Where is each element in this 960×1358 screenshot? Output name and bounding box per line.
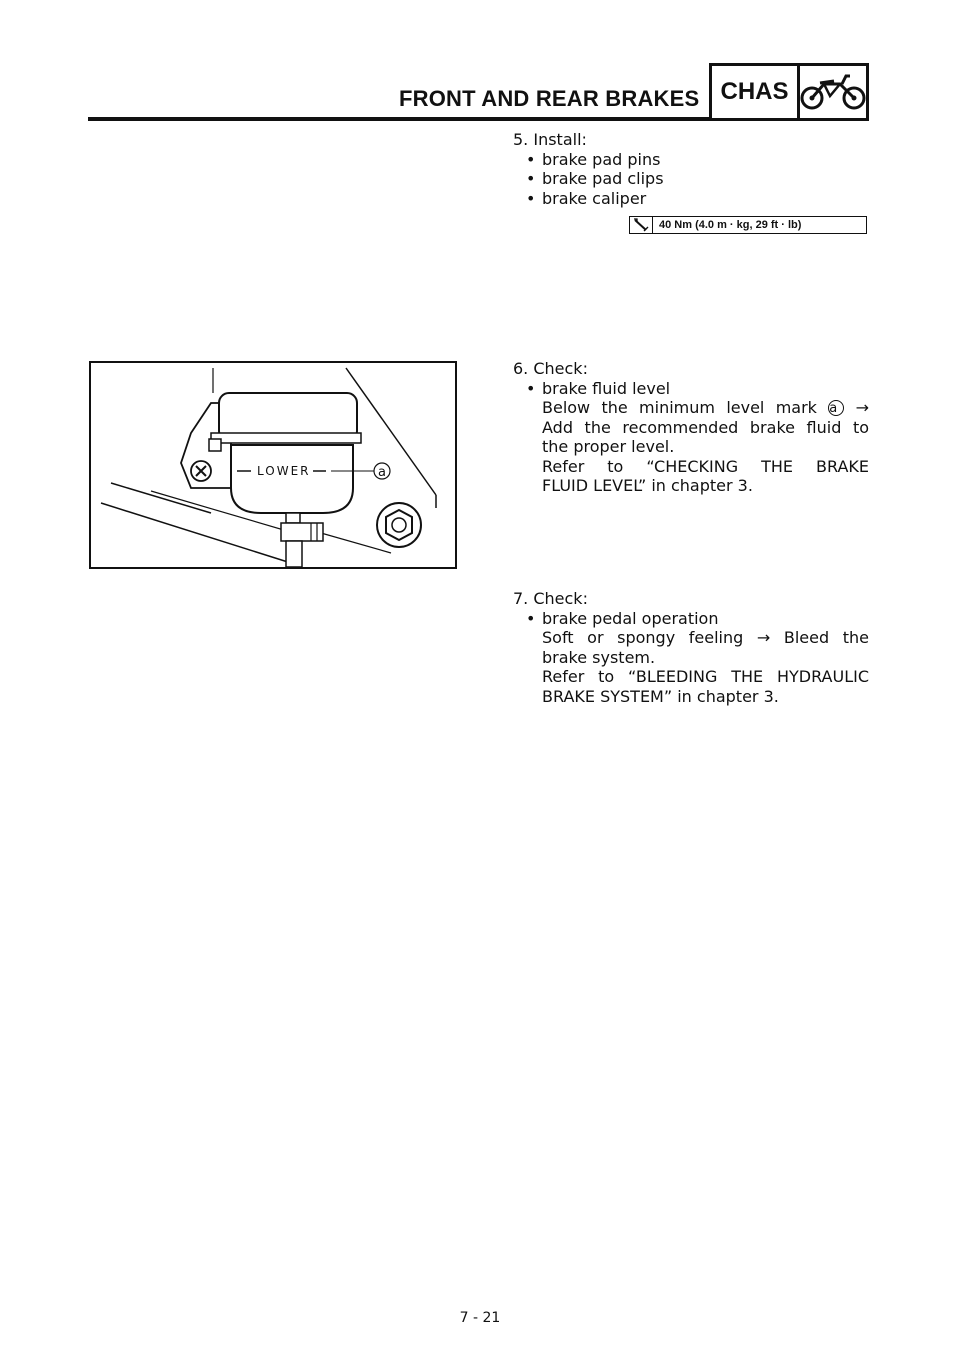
brake-reservoir-illustration [89, 361, 457, 569]
motorcycle-icon [800, 66, 866, 118]
section-code: CHAS [712, 66, 800, 118]
instruction-line: brake system. [542, 647, 656, 667]
arrow-icon: → [855, 398, 869, 417]
step-title: 5. Install: [513, 130, 587, 149]
list-item: • brake caliper [526, 188, 647, 208]
step-check-fluid [513, 359, 869, 496]
instruction-line: FLUID LEVEL” in chapter 3. [542, 476, 753, 495]
instruction-line: Below the minimum level mark a → [542, 398, 869, 417]
torque-spec [629, 216, 867, 234]
page-number: 7 - 21 [459, 1310, 501, 1326]
section-badge [709, 63, 869, 121]
list-item: • brake fluid level [526, 378, 671, 398]
torque-value: 40 Nm (4.0 m · kg, 29 ft · lb) [659, 219, 802, 231]
torque-wrench-icon [630, 217, 653, 233]
step-title: 7. Check: [513, 589, 588, 608]
list-item: • brake pad clips [526, 169, 664, 188]
step-title: 6. Check: [513, 359, 588, 378]
instruction-line: Add the recommended brake fluid to [542, 417, 869, 437]
instruction-line: Soft or spongy feeling → Bleed the [542, 628, 869, 647]
callout-a: a [378, 465, 386, 480]
step-check-pedal [513, 589, 869, 706]
mark-a-callout: a [828, 400, 844, 416]
instruction-line: Refer to “CHECKING THE BRAKE [542, 456, 869, 476]
header-rule [88, 117, 710, 121]
page-title: FRONT AND REAR BRAKES [399, 86, 700, 111]
list-item: • brake pad pins [526, 149, 661, 169]
instruction-line: the proper level. [542, 437, 675, 456]
instruction-line: Refer to “BLEEDING THE HYDRAULIC [542, 667, 869, 686]
list-item: • brake pedal operation [526, 608, 719, 628]
instruction-line: BRAKE SYSTEM” in chapter 3. [542, 686, 779, 706]
step-install [513, 130, 869, 208]
lower-mark-label: LOWER [257, 464, 311, 478]
